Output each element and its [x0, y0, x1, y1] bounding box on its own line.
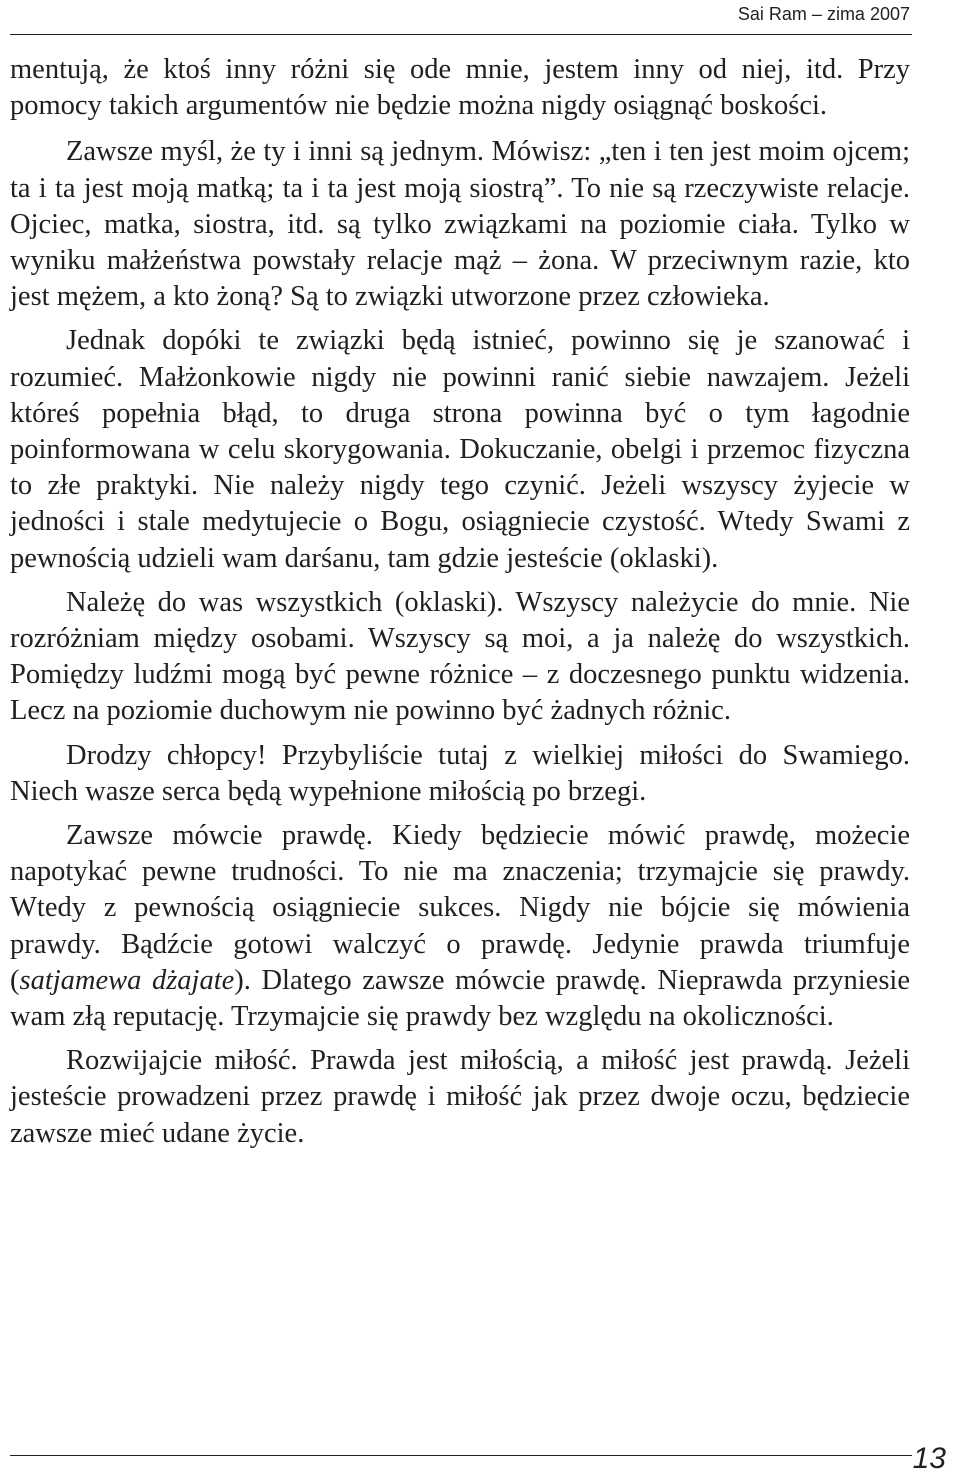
paragraph: Rozwijajcie miłość. Prawda jest miłością, a miłość jest prawdą. Jeżeli jesteście prowadzeni przez prawdę i miłość jak przez dwoje oczu, będziecie zawsze mieć udane życie.: [10, 1045, 910, 1149]
paragraph-text: ). Dlatego zawsze mówcie prawdę. Nieprawda przyniesie wam złą reputację. Trzymajcie się prawdy bez względu na okoliczności.: [10, 964, 910, 1033]
paragraph: Należę do was wszystkich (oklaski). Wszyscy należycie do mnie. Nie rozróżniam między osobami. Wszyscy są moi, a ja należę do wszystkich. Pomiędzy ludźmi mogą być pewne różnice – z doczesnego punktu widzenia. Lecz na poziomie duchowym nie powinno być żadnych różnic.: [10, 586, 910, 727]
paragraph-continued: mentują, że ktoś inny różni się ode mnie, jestem inny od niej, itd. Przy pomocy takich argumentów nie będzie można nigdy osiągnąć boskości.: [10, 54, 910, 122]
paragraph-text: Zawsze mówcie prawdę. Kiedy będziecie mówić prawdę, możecie napotykać pewne trudności. To nie ma znaczenia; trzymajcie się prawdy. Wtedy z pewnością osiągniecie sukces. Nigdy nie bójcie się mówienia prawdy. Bądźcie gotowi walczyć o prawdę. Jedynie prawda triumfuje (: [10, 820, 910, 996]
article-body: [10, 52, 910, 1160]
paragraph: [10, 818, 910, 1035]
header-rule: [10, 34, 912, 35]
paragraph: Drodzy chłopcy! Przybyliście tutaj z wielkiej miłości do Swamiego. Niech wasze serca będą wypełnione miłością po brzegi.: [10, 739, 910, 807]
footer-rule: [10, 1455, 912, 1456]
page-number: 13: [912, 1442, 946, 1475]
sanskrit-term: satjamewa dżajate: [19, 964, 235, 996]
running-header: Sai Ram – zima 2007: [737, 4, 910, 24]
paragraph: Zawsze myśl, że ty i inni są jednym. Mówisz: „ten i ten jest moim ojcem; ta i ta jest moją matką; ta i ta jest moją siostrą”. To nie są rzeczywiste relacje. Ojciec, matka, siostra, itd. są tylko związkami na poziomie ciała. Tylko w wyniku małżeństwa powstały relacje mąż – żona. W przeciwnym razie, kto jest mężem, a kto żoną? Są to związki utworzone przez człowieka.: [10, 136, 910, 313]
paragraph: Jednak dopóki te związki będą istnieć, powinno się je szanować i rozumieć. Małżonkowie nigdy nie powinni ranić siebie nawzajem. Jeżeli któreś popełnia błąd, to druga strona powinna być o tym łagodnie poinformowana w celu skorygowania. Dokuczanie, obelgi i przemoc fizyczna to złe praktyki. Nie należy nigdy tego czynić. Jeżeli wszyscy żyjecie w jedności i stale medytujecie o Bogu, osiągniecie czystość. Wtedy Swami z pewnością udzieli wam darśanu, tam gdzie jesteście (oklaski).: [10, 325, 910, 574]
